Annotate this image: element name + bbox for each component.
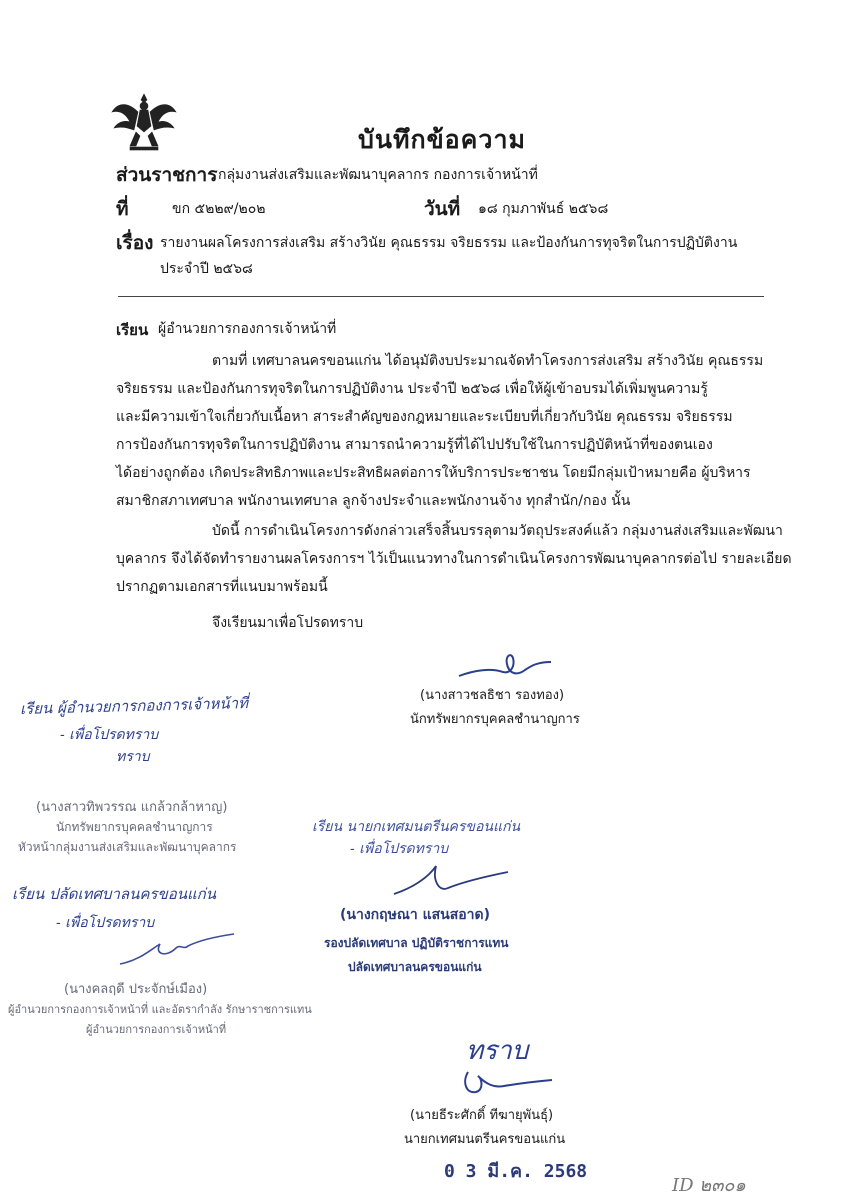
- document-title: บันทึกข้อความ: [358, 125, 526, 154]
- note4-signature: [460, 1064, 560, 1104]
- reference-label: ที่: [116, 198, 129, 220]
- garuda-emblem-icon: [110, 92, 178, 154]
- body-line: ตามที่ เทศบาลนครขอนแก่น ได้อนุมัติงบประมาณจัดทำโครงการส่งเสริม สร้างวินัย คุณธรรม: [212, 353, 764, 369]
- note2-signature: [110, 930, 240, 974]
- note4-name: (นายธีระศักดิ์ ทีฆายุพันธุ์): [410, 1108, 554, 1123]
- department-label: ส่วนราชการ: [116, 164, 218, 186]
- subject-line-1: รายงานผลโครงการส่งเสริม สร้างวินัย คุณธรรม จริยธรรม และป้องกันการทุจริตในการปฏิบัติงาน: [160, 235, 738, 251]
- margin-note: ID ๒๓๐๑: [672, 1175, 746, 1196]
- subject-label: เรื่อง: [116, 232, 154, 254]
- note3-position-1: รองปลัดเทศบาล ปฏิบัติราชการแทน: [324, 936, 509, 950]
- note1-position-1: นักทรัพยากรบุคคลชำนาญการ: [56, 820, 213, 834]
- body-line: และมีความเข้าใจเกี่ยวกับเนื้อหา สาระสำคัญของกฎหมายและระเบียบที่เกี่ยวกับวินัย คุณธรรม จริยธรรม: [116, 409, 733, 425]
- note1-name: (นางสาวทิพวรรณ แกล้วกล้าหาญ): [36, 800, 228, 815]
- note2-position-1: ผู้อำนวยการกองการเจ้าหน้าที่ และอัตรากำลัง รักษาราชการแทน: [8, 1003, 312, 1016]
- body-line: ได้อย่างถูกต้อง เกิดประสิทธิภาพและประสิทธิผลต่อการให้บริการประชาชน โดยมีกลุ่มเป้าหมายคือ ผู้บริหาร: [116, 465, 751, 481]
- body-line: บัดนี้ การดำเนินโครงการดังกล่าวเสร็จสิ้นบรรลุตามวัตถุประสงค์แล้ว กลุ่มงานส่งเสริมและพัฒนา: [212, 523, 783, 539]
- note4-ack: ทราบ: [466, 1036, 529, 1066]
- note1-salutation: เรียน ผู้อำนวยการกองการเจ้าหน้าที่: [19, 694, 249, 718]
- signer-position: นักทรัพยากรบุคคลชำนาญการ: [410, 712, 580, 727]
- note1-line2: ทราบ: [116, 749, 150, 765]
- date-label: วันที่: [424, 198, 461, 220]
- salutation-label: เรียน: [116, 321, 149, 339]
- note3-line1: - เพื่อโปรดทราบ: [350, 841, 449, 857]
- note3-salutation: เรียน นายกเทศมนตรีนครขอนแก่น: [312, 819, 521, 835]
- signer-name: (นางสาวชลธิชา รองทอง): [420, 688, 565, 703]
- note2-position-2: ผู้อำนวยการกองการเจ้าหน้าที่: [86, 1023, 227, 1036]
- body-line: ปรากฏตามเอกสารที่แนบมาพร้อมนี้: [116, 579, 328, 595]
- department-value: กลุ่มงานส่งเสริมและพัฒนาบุคลากร กองการเจ้าหน้าที่: [218, 167, 538, 183]
- body-line: บุคลากร จึงได้จัดทำรายงานผลโครงการฯ ไว้เป็นแนวทางในการดำเนินโครงการพัฒนาบุคลากรต่อไป รายละเอียด: [116, 551, 792, 567]
- note3-signature: [388, 858, 518, 906]
- reference-value: ขก ๕๒๒๙/๒๐๒: [172, 201, 266, 217]
- note1-position-2: หัวหน้ากลุ่มงานส่งเสริมและพัฒนาบุคลากร: [18, 840, 237, 854]
- body-line: จริยธรรม และป้องกันการทุจริตในการปฏิบัติงาน ประจำปี ๒๕๖๘ เพื่อให้ผู้เข้าอบรมได้เพิ่มพูนความรู้: [116, 381, 708, 397]
- header-divider: [118, 296, 764, 297]
- date-stamp: 0 3 มี.ค. 2568: [444, 1161, 588, 1182]
- note3-name: (นางกฤษณา แสนสอาด): [340, 907, 491, 923]
- note1-line1: - เพื่อโปรดทราบ: [60, 727, 159, 743]
- body-line: การป้องกันการทุจริตในการปฏิบัติงาน สามารถนำความรู้ที่ได้ไปปรับใช้ในการปฏิบัติหน้าที่ของตนเอง: [116, 437, 713, 453]
- salutation-value: ผู้อำนวยการกองการเจ้าหน้าที่: [158, 321, 337, 337]
- note2-name: (นางคลฤดี ประจักษ์เมือง): [64, 982, 208, 997]
- note2-salutation: เรียน ปลัดเทศบาลนครขอนแก่น: [12, 885, 216, 903]
- subject-line-2: ประจำปี ๒๕๖๘: [160, 261, 253, 277]
- note2-line1: - เพื่อโปรดทราบ: [56, 915, 155, 931]
- note3-position-2: ปลัดเทศบาลนครขอนแก่น: [348, 960, 482, 974]
- body-line: สมาชิกสภาเทศบาล พนักงานเทศบาล ลูกจ้างประจำและพนักงานจ้าง ทุกสำนัก/กอง นั้น: [116, 493, 631, 509]
- note4-position: นายกเทศมนตรีนครขอนแก่น: [404, 1132, 566, 1147]
- closing-line: จึงเรียนมาเพื่อโปรดทราบ: [212, 615, 364, 631]
- signer-signature: [455, 648, 555, 686]
- date-value: ๑๘ กุมภาพันธ์ ๒๕๖๘: [478, 201, 609, 217]
